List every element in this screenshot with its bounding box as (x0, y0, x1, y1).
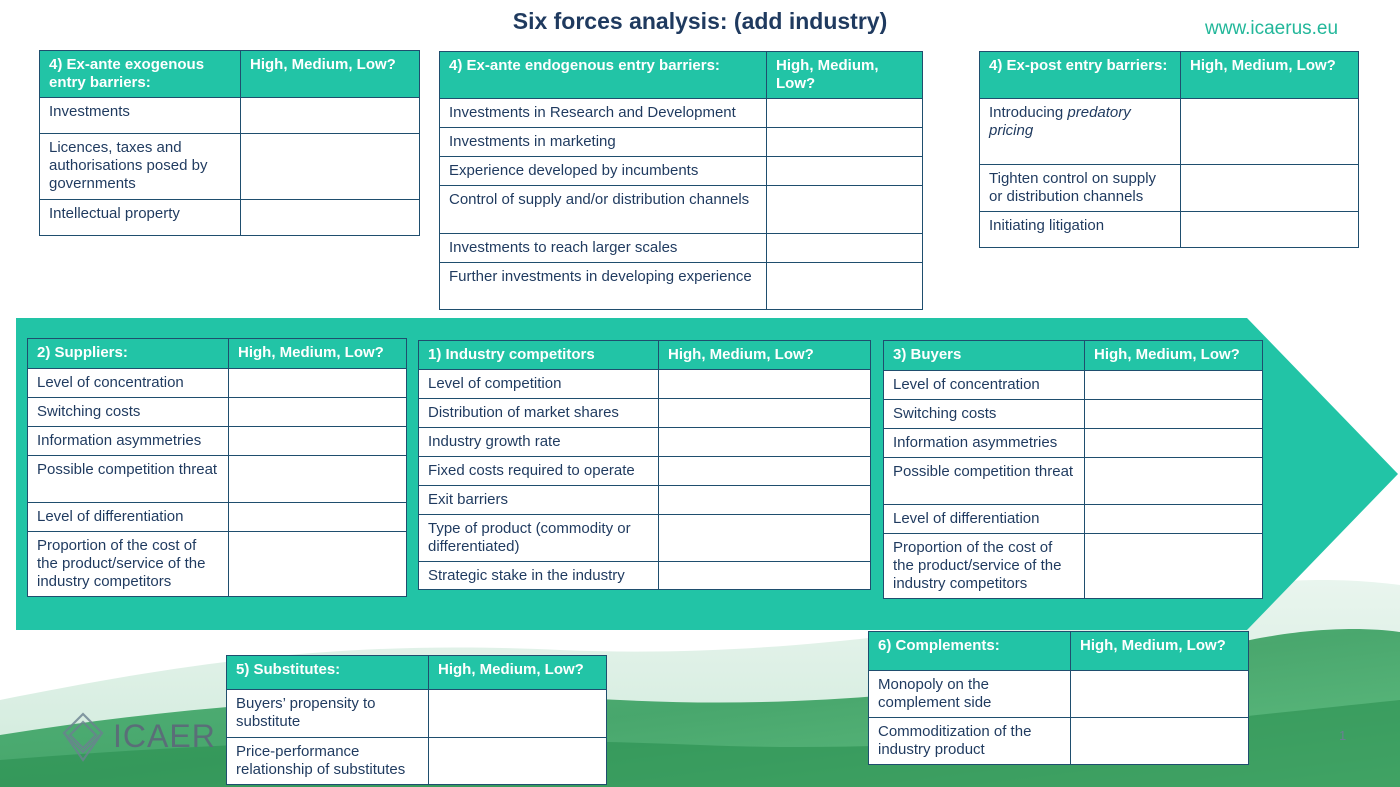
factor-label: Level of concentration (28, 369, 229, 398)
rating-cell[interactable] (429, 690, 607, 738)
factor-label: Proportion of the cost of the product/service of the industry competitors (884, 534, 1085, 599)
rating-cell[interactable] (659, 399, 871, 428)
rating-cell[interactable] (1181, 99, 1359, 165)
rating-cell[interactable] (1085, 371, 1263, 400)
table-heading: 3) Buyers (884, 341, 1085, 371)
rating-cell[interactable] (1181, 165, 1359, 212)
leaf-logo-icon (56, 710, 110, 764)
factor-label: Further investments in developing experience (440, 263, 767, 310)
factor-label: Proportion of the cost of the product/service of the industry competitors (28, 532, 229, 597)
icaerus-logo (56, 710, 226, 764)
factor-label: Level of competition (419, 370, 659, 399)
rating-cell[interactable] (1085, 505, 1263, 534)
rating-cell[interactable] (767, 128, 923, 157)
factor-label: Switching costs (884, 400, 1085, 429)
substitutes-table (226, 655, 607, 785)
rating-cell[interactable] (229, 456, 407, 503)
factor-label: Control of supply and/or distribution channels (440, 186, 767, 234)
table-heading: 1) Industry competitors (419, 341, 659, 370)
factor-label: Switching costs (28, 398, 229, 427)
rating-header: High, Medium, Low? (229, 339, 407, 369)
factor-label-emphasis: predatory pricing (989, 104, 1131, 139)
rating-cell[interactable] (429, 738, 607, 785)
rating-cell[interactable] (659, 457, 871, 486)
factor-label: Investments to reach larger scales (440, 234, 767, 263)
factor-label: Tighten control on supply or distribution channels (980, 165, 1181, 212)
rating-cell[interactable] (659, 486, 871, 515)
ex-post-table (979, 51, 1359, 248)
factor-label: Level of differentiation (28, 503, 229, 532)
factor-label: Monopoly on the complement side (869, 671, 1071, 718)
factor-label: Licences, taxes and authorisations posed by governments (40, 134, 241, 200)
table-heading: 6) Complements: (869, 632, 1071, 671)
factor-label: Level of concentration (884, 371, 1085, 400)
factor-label: Investments in Research and Development (440, 99, 767, 128)
factor-label: Experience developed by incumbents (440, 157, 767, 186)
factor-label: Fixed costs required to operate (419, 457, 659, 486)
factor-label: Commoditization of the industry product (869, 718, 1071, 765)
rating-header: High, Medium, Low? (241, 51, 420, 98)
logo-text: ICAER (113, 718, 216, 754)
rating-header: High, Medium, Low? (1071, 632, 1249, 671)
rating-cell[interactable] (1071, 718, 1249, 765)
factor-label: Information asymmetries (884, 429, 1085, 458)
rating-header: High, Medium, Low? (1181, 52, 1359, 99)
rating-cell[interactable] (659, 370, 871, 399)
rating-cell[interactable] (767, 99, 923, 128)
page-number: 1 (1339, 728, 1347, 743)
rating-cell[interactable] (1181, 212, 1359, 248)
factor-label (980, 99, 1181, 165)
rating-cell[interactable] (229, 398, 407, 427)
ex-ante-endogenous-table (439, 51, 923, 310)
factor-label: Investments in marketing (440, 128, 767, 157)
rating-cell[interactable] (1085, 400, 1263, 429)
rating-cell[interactable] (659, 515, 871, 562)
suppliers-table (27, 338, 407, 597)
industry-competitors-table (418, 340, 871, 590)
table-heading: 2) Suppliers: (28, 339, 229, 369)
factor-label-prefix: Introducing (989, 104, 1068, 121)
factor-label: Distribution of market shares (419, 399, 659, 428)
factor-label: Level of differentiation (884, 505, 1085, 534)
rating-cell[interactable] (241, 98, 420, 134)
rating-cell[interactable] (767, 157, 923, 186)
rating-cell[interactable] (241, 134, 420, 200)
factor-label: Investments (40, 98, 241, 134)
rating-header: High, Medium, Low? (659, 341, 871, 370)
rating-cell[interactable] (229, 532, 407, 597)
rating-header: High, Medium, Low? (1085, 341, 1263, 371)
factor-label: Possible competition threat (28, 456, 229, 503)
rating-cell[interactable] (1085, 458, 1263, 505)
rating-cell[interactable] (229, 369, 407, 398)
table-heading: 5) Substitutes: (227, 656, 429, 690)
factor-label: Intellectual property (40, 200, 241, 236)
factor-label: Initiating litigation (980, 212, 1181, 248)
site-url-link[interactable]: www.icaerus.eu (1205, 18, 1339, 39)
rating-cell[interactable] (659, 428, 871, 457)
rating-cell[interactable] (1085, 429, 1263, 458)
buyers-table (883, 340, 1263, 599)
factor-label: Exit barriers (419, 486, 659, 515)
complements-table (868, 631, 1249, 765)
rating-header: High, Medium, Low? (429, 656, 607, 690)
factor-label: Price-performance relationship of substitutes (227, 738, 429, 785)
table-heading: 4) Ex-post entry barriers: (980, 52, 1181, 99)
table-heading: 4) Ex-ante endogenous entry barriers: (440, 52, 767, 99)
rating-cell[interactable] (767, 263, 923, 310)
rating-cell[interactable] (767, 234, 923, 263)
page-title: Six forces analysis: (add industry) (512, 8, 888, 34)
factor-label: Strategic stake in the industry (419, 562, 659, 590)
rating-cell[interactable] (659, 562, 871, 590)
rating-cell[interactable] (767, 186, 923, 234)
factor-label: Possible competition threat (884, 458, 1085, 505)
rating-header: High, Medium, Low? (767, 52, 923, 99)
table-heading: 4) Ex-ante exogenous entry barriers: (40, 51, 241, 98)
rating-cell[interactable] (229, 427, 407, 456)
rating-cell[interactable] (1071, 671, 1249, 718)
rating-cell[interactable] (229, 503, 407, 532)
rating-cell[interactable] (1085, 534, 1263, 599)
factor-label: Type of product (commodity or differentiated) (419, 515, 659, 562)
factor-label: Buyers’ propensity to substitute (227, 690, 429, 738)
ex-ante-exogenous-table (39, 50, 420, 236)
rating-cell[interactable] (241, 200, 420, 236)
factor-label: Industry growth rate (419, 428, 659, 457)
factor-label: Information asymmetries (28, 427, 229, 456)
